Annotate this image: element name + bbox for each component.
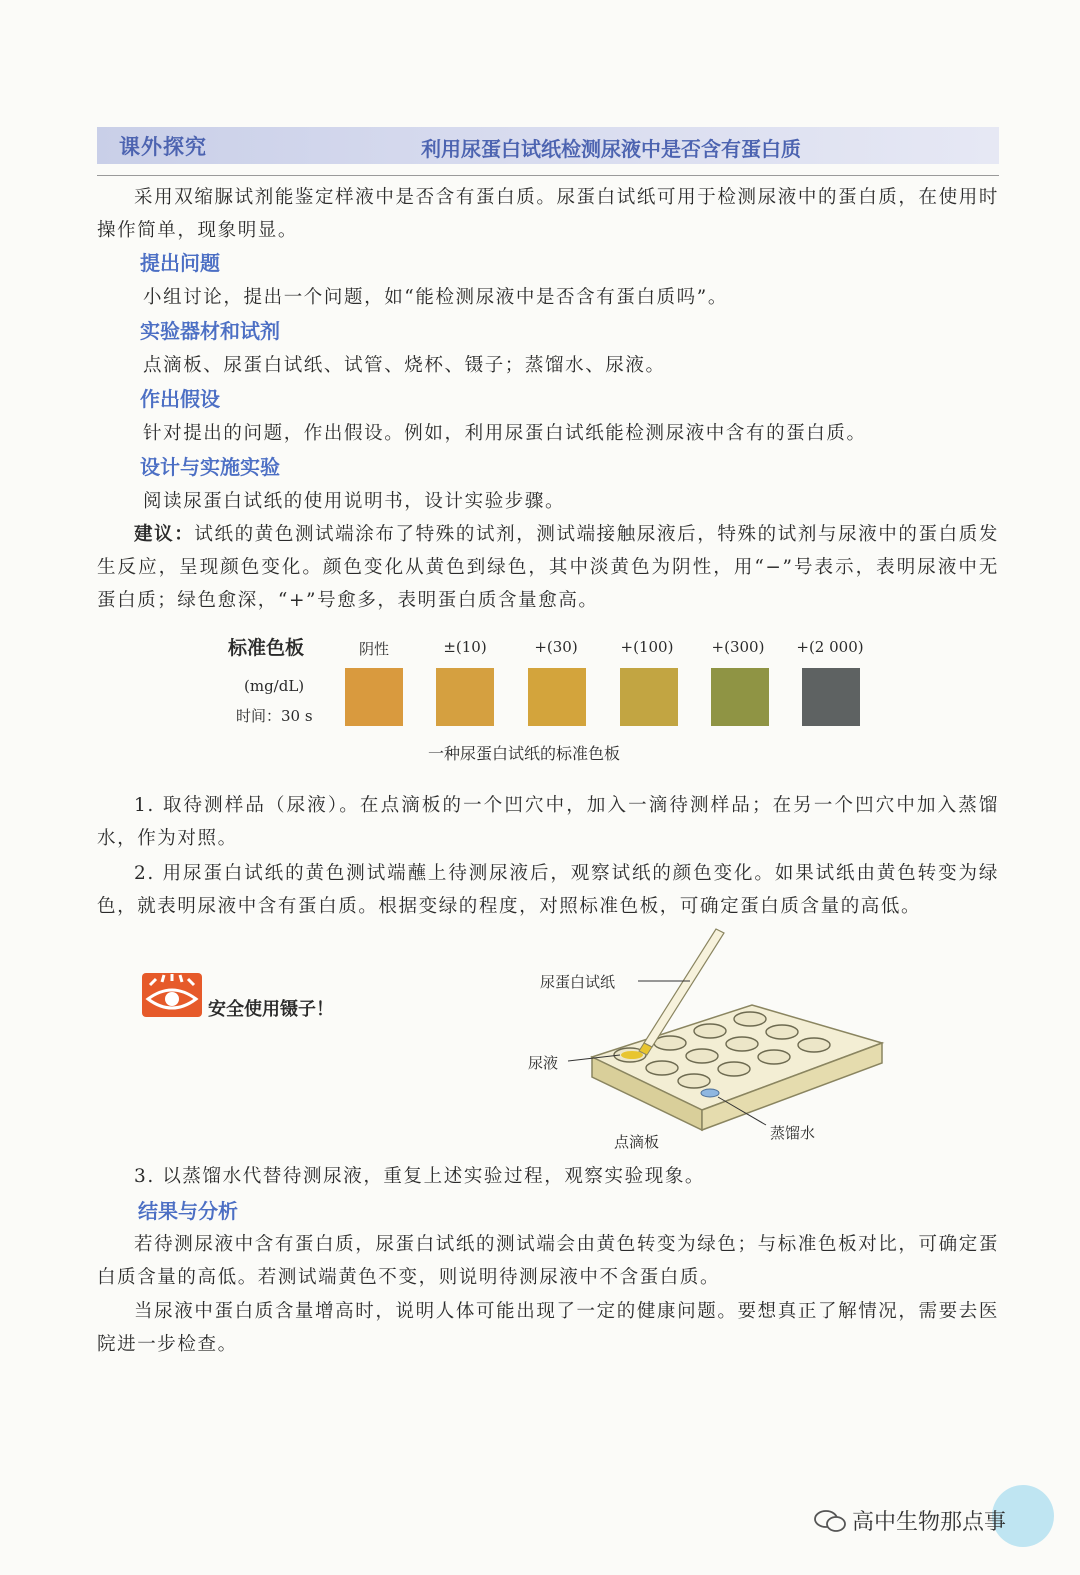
materials-text: 点滴板、尿蛋白试纸、试管、烧杯、镊子；蒸馏水、尿液。 <box>143 355 666 376</box>
swatch-label: 阴性 <box>358 640 389 658</box>
swatch-label: ±(10) <box>443 638 487 656</box>
chart-time: 时间：30 s <box>236 707 313 725</box>
hypothesis-text: 针对提出的问题，作出假设。例如，利用尿蛋白试纸能检测尿液中含有的蛋白质。 <box>143 423 867 444</box>
wechat-icon <box>812 1508 848 1534</box>
step-2: 2. 用尿蛋白试纸的黄色测试端蘸上待测尿液后，观察试纸的颜色变化。如果试纸由黄色转变为绿色，就表明尿液中含有蛋白质。根据变绿的程度，对照标准色板，可确定蛋白质含量的高低。 <box>97 863 999 917</box>
hypothesis-heading: 作出假设 <box>140 387 220 411</box>
results-heading: 结果与分析 <box>138 1199 238 1223</box>
color-swatch <box>620 668 678 726</box>
suggestion-label: 建议： <box>134 524 195 545</box>
step-3: 3. 以蒸馏水代替待测尿液，重复上述实验过程，观察实验现象。 <box>134 1166 706 1187</box>
label-urine: 尿液 <box>528 1054 559 1072</box>
color-swatch <box>802 668 860 726</box>
banner-category: 课外探究 <box>119 135 207 159</box>
step-1: 1. 取待测样品（尿液）。在点滴板的一个凹穴中，加入一滴待测样品；在另一个凹穴中加入蒸馏水，作为对照。 <box>97 795 999 849</box>
color-swatch <box>711 668 769 726</box>
intro-paragraph: 采用双缩脲试剂能鉴定样液中是否含有蛋白质。尿蛋白试纸可用于检测尿液中的蛋白质，在使用时操作简单，现象明显。 <box>97 187 999 241</box>
swatch-label: +(100) <box>620 638 674 656</box>
spot-plate-diagram <box>520 925 900 1155</box>
swatch-label: +(2 000) <box>796 638 864 656</box>
design-heading: 设计与实施实验 <box>140 455 280 479</box>
chart-unit: (mg/dL) <box>244 677 305 695</box>
chart-caption: 一种尿蛋白试纸的标准色板 <box>428 744 621 763</box>
safety-note: 安全使用镊子！ <box>208 999 334 1020</box>
materials-heading: 实验器材和试剂 <box>140 319 280 343</box>
swatch-label: +(300) <box>711 638 765 656</box>
design-text: 阅读尿蛋白试纸的使用说明书，设计实验步骤。 <box>143 491 566 512</box>
label-test-strip: 尿蛋白试纸 <box>540 973 616 991</box>
swatch-label: +(30) <box>534 638 578 656</box>
color-swatch <box>528 668 586 726</box>
eye-icon <box>142 973 202 1017</box>
results-paragraph-2: 当尿液中蛋白质含量增高时，说明人体可能出现了一定的健康问题。要想真正了解情况，需要去医院进一步检查。 <box>97 1301 999 1355</box>
divider <box>97 175 999 176</box>
chart-title: 标准色板 <box>228 637 305 659</box>
banner-title: 利用尿蛋白试纸检测尿液中是否含有蛋白质 <box>421 137 801 161</box>
label-spot-plate: 点滴板 <box>614 1133 660 1151</box>
results-paragraph-1: 若待测尿液中含有蛋白质，尿蛋白试纸的测试端会由黄色转变为绿色；与标准色板对比，可确定蛋白质含量的高低。若测试端黄色不变，则说明待测尿液中不含蛋白质。 <box>97 1234 999 1288</box>
color-swatch <box>436 668 494 726</box>
label-distilled-water: 蒸馏水 <box>770 1124 816 1142</box>
suggestion-text: 试纸的黄色测试端涂布了特殊的试剂，测试端接触尿液后，特殊的试剂与尿液中的蛋白质发生反应，呈现颜色变化。颜色变化从黄色到绿色，其中淡黄色为阴性，用“−”号表示，表明尿液中无蛋白质；绿色愈深，“+”号愈多，表明蛋白质含量愈高。 <box>97 524 999 611</box>
suggestion-paragraph <box>97 518 999 617</box>
section-banner <box>97 127 999 164</box>
watermark-text: 高中生物那点事 <box>852 1510 1007 1535</box>
color-swatch <box>345 668 403 726</box>
question-text: 小组讨论，提出一个问题，如“能检测尿液中是否含有蛋白质吗”。 <box>143 287 728 308</box>
question-heading: 提出问题 <box>140 251 220 275</box>
